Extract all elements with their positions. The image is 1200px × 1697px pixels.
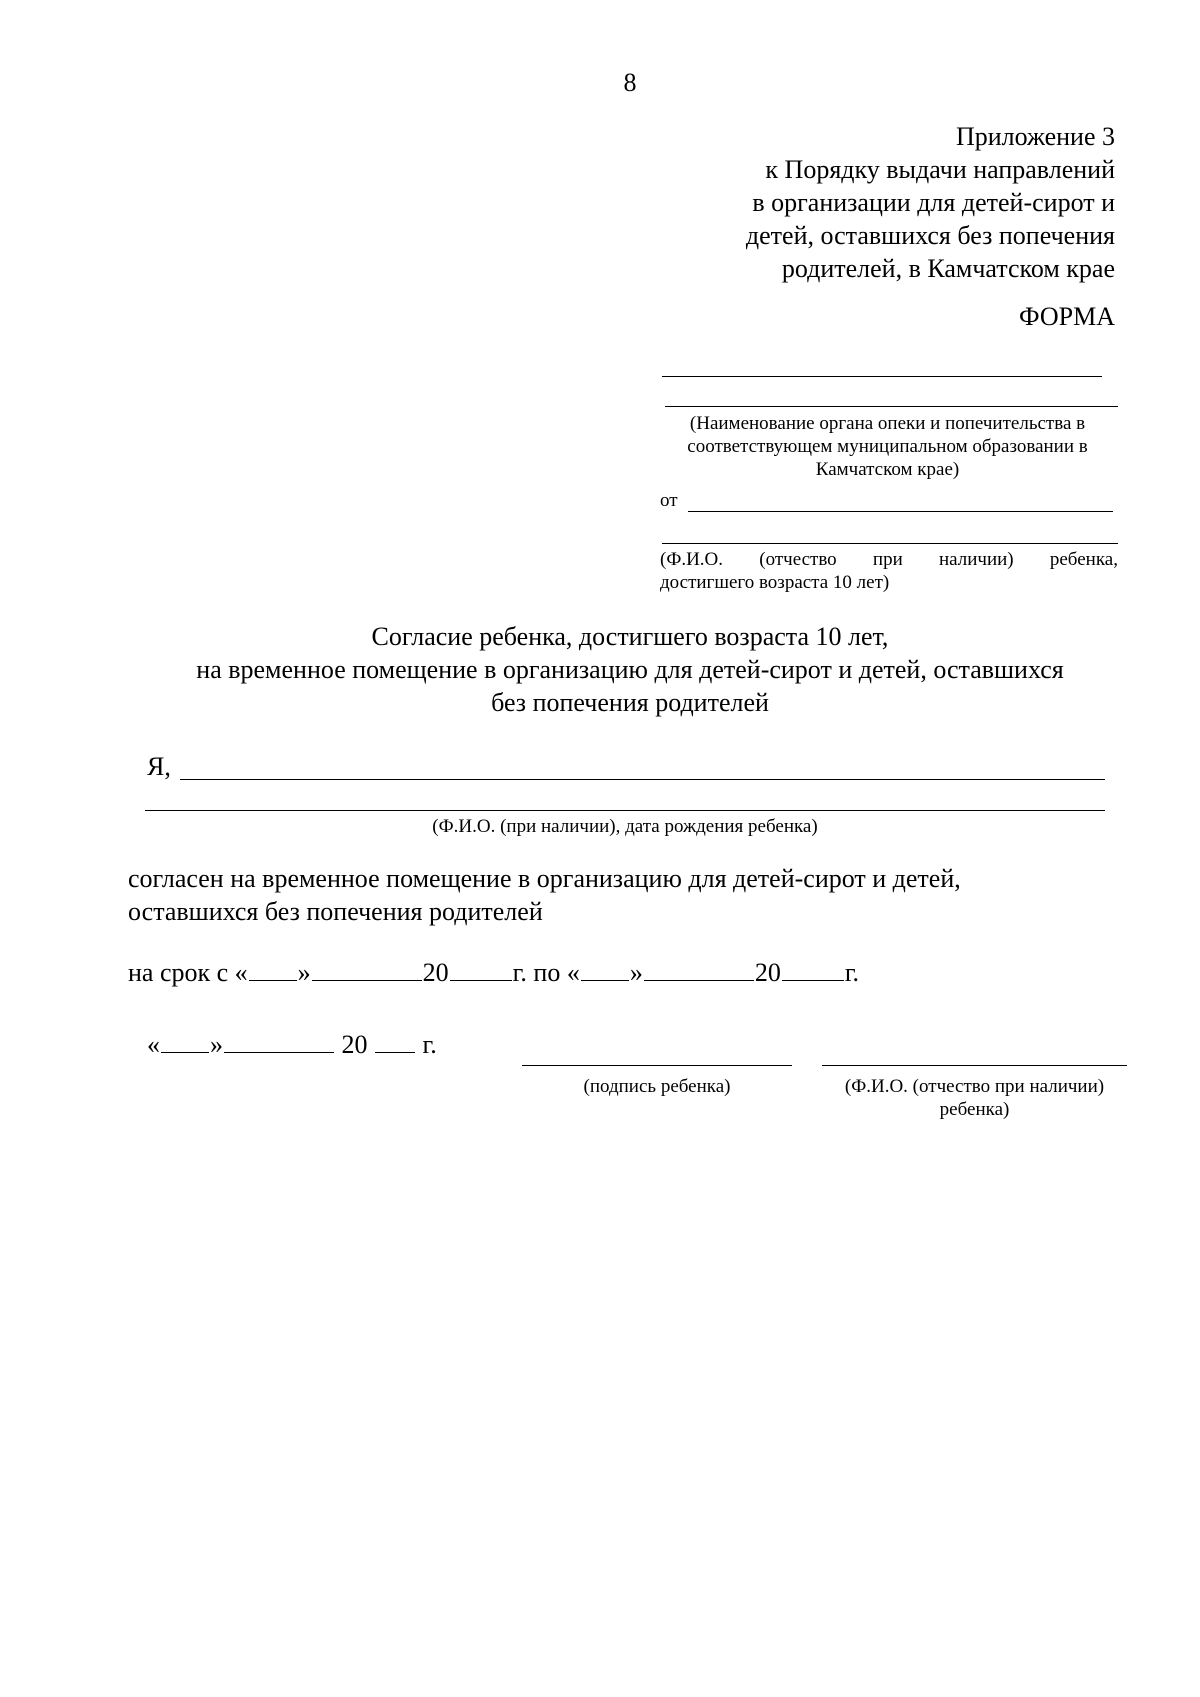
fio-caption: (Ф.И.О. (при наличии), дата рождения ребенка) bbox=[432, 816, 818, 837]
start-year-blank[interactable] bbox=[450, 958, 512, 981]
organ-name-caption bbox=[660, 412, 1115, 481]
appendix-line: родителей, в Камчатском крае bbox=[781, 254, 1115, 283]
child-fio-line-2[interactable] bbox=[145, 810, 1105, 811]
organ-name-line-1[interactable] bbox=[662, 376, 1102, 377]
caption-word: наличии) bbox=[939, 549, 1014, 570]
quote: » bbox=[629, 958, 643, 987]
caption-word: (Ф.И.О. bbox=[660, 549, 724, 570]
signature-caption: (подпись ребенка) bbox=[583, 1076, 731, 1097]
period-end: г. bbox=[844, 958, 860, 987]
appendix-line: в организации для детей-сирот и bbox=[752, 188, 1115, 217]
caption-word: (отчество bbox=[759, 549, 837, 570]
caption-line: ребенка) bbox=[939, 1099, 1010, 1120]
caption-line: (Наименование органа опеки и попечительства в bbox=[689, 413, 1086, 434]
signature-line[interactable] bbox=[522, 1065, 792, 1066]
sign-month-blank[interactable] bbox=[224, 1030, 334, 1053]
page-number: 8 bbox=[623, 68, 637, 97]
period-prefix: на срок с « bbox=[128, 958, 248, 987]
title-line: без попечения родителей bbox=[491, 688, 769, 717]
quote: » bbox=[297, 958, 311, 987]
quote: » bbox=[210, 1030, 223, 1059]
child-fio-line-1[interactable] bbox=[180, 779, 1105, 780]
caption-line: Камчатском крае) bbox=[815, 459, 960, 480]
sign-year-blank[interactable] bbox=[375, 1030, 415, 1053]
agreement-line: согласен на временное помещение в организацию для детей-сирот и детей, bbox=[128, 864, 961, 893]
title-line: Согласие ребенка, достигшего возраста 10 лет, bbox=[371, 622, 889, 651]
end-month-blank[interactable] bbox=[644, 958, 754, 981]
agreement-line: оставшихся без попечения родителей bbox=[128, 897, 543, 926]
year-suffix: г. по « bbox=[512, 958, 580, 987]
title-line: на временное помещение в организацию для детей-сирот и детей, оставшихся bbox=[196, 655, 1064, 684]
year-prefix: 20 bbox=[422, 958, 449, 987]
caption-line: соответствующем муниципальном образовании в bbox=[687, 436, 1088, 457]
period-line bbox=[128, 958, 859, 988]
appendix-heading bbox=[575, 120, 1115, 285]
quote: « bbox=[147, 1030, 160, 1059]
start-day-blank[interactable] bbox=[249, 958, 297, 981]
sign-day-blank[interactable] bbox=[161, 1030, 209, 1053]
caption-word: ребенка, bbox=[1049, 549, 1118, 570]
caption-line: достигшего возраста 10 лет) bbox=[660, 572, 890, 593]
year-prefix: 20 bbox=[754, 958, 781, 987]
ya-label: Я, bbox=[147, 752, 171, 781]
form-label: ФОРМА bbox=[1019, 302, 1115, 331]
year-prefix: 20 bbox=[341, 1030, 368, 1059]
end-year-blank[interactable] bbox=[782, 958, 844, 981]
appendix-line: к Порядку выдачи направлений bbox=[765, 155, 1115, 184]
from-name-line-2[interactable] bbox=[662, 543, 1118, 544]
signing-date-line bbox=[147, 1030, 437, 1060]
appendix-line: детей, оставшихся без попечения bbox=[745, 221, 1115, 250]
end-day-blank[interactable] bbox=[581, 958, 629, 981]
from-label: от bbox=[660, 490, 678, 511]
child-name-signature-line[interactable] bbox=[822, 1065, 1127, 1066]
from-name-line[interactable] bbox=[688, 511, 1113, 512]
document-title bbox=[130, 620, 1130, 719]
child-name-signature-caption bbox=[822, 1075, 1127, 1121]
child-name-caption bbox=[660, 548, 1118, 594]
agreement-text bbox=[128, 862, 1088, 928]
year-suffix: г. bbox=[422, 1030, 437, 1059]
caption-word: при bbox=[872, 549, 903, 570]
appendix-line: Приложение 3 bbox=[955, 122, 1115, 151]
caption-line: (Ф.И.О. (отчество при наличии) bbox=[844, 1076, 1105, 1097]
start-month-blank[interactable] bbox=[312, 958, 422, 981]
organ-name-line-2[interactable] bbox=[665, 406, 1118, 407]
